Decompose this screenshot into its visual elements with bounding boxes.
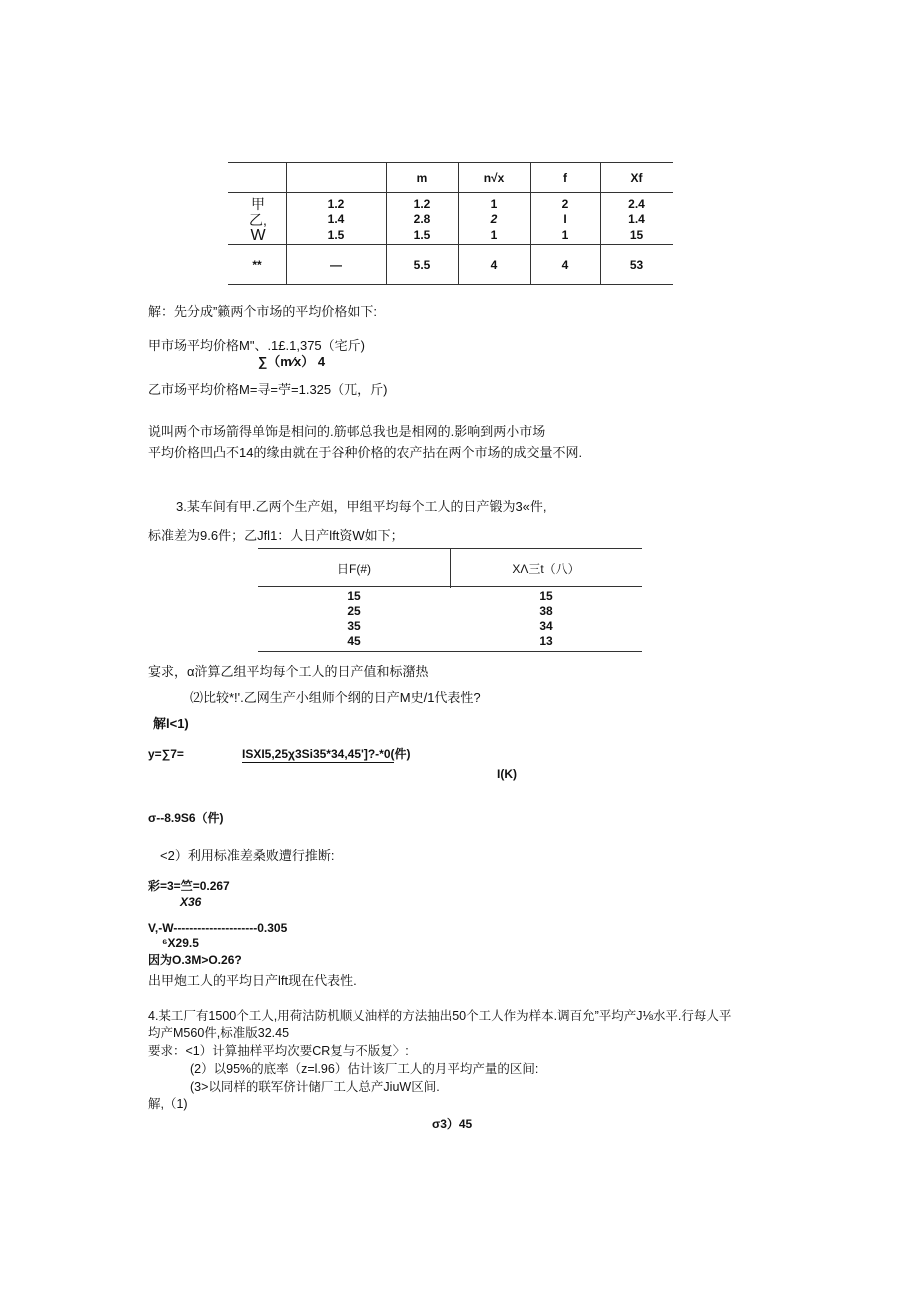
q4-requirement-1: 要求：<1）计算抽样平均次要CR复与不版复〉: — [148, 1044, 409, 1058]
t2-cell: 38 — [539, 604, 553, 618]
q3-conclusion: 出甲炮工人的平均日产lft现在代表性. — [148, 973, 357, 988]
mean-formula-left: y=∑7= — [148, 747, 184, 761]
t1-cell: 2.8 — [413, 212, 431, 226]
t1-cell: 1 — [490, 197, 498, 211]
t1-header-nx: n√x — [483, 171, 505, 185]
t1-cell: 1.2 — [327, 197, 345, 211]
t1-row-label: ⼄, — [249, 212, 267, 228]
q3-requirement-1: 宴求，α浒算乙组平均每个工人的日产值和标潴热 — [148, 664, 429, 679]
t1-cell: 2 — [561, 197, 569, 211]
solution-intro: 解：先分成”籁两个市场的平均价格如下: — [148, 304, 377, 319]
t1-total-cell: 4 — [561, 258, 569, 272]
q3-requirement-2: ⑵比较*!'.乙网生产小组师个纲的日产M史/1代表性? — [190, 690, 481, 705]
coef-variation-1: 彩=3=竺=0.267 — [148, 879, 230, 893]
std-deviation: σ--8.9S6（件) — [148, 811, 224, 825]
q3-answer-heading: 解l<1) — [153, 716, 189, 731]
t1-header-m: m — [416, 171, 428, 185]
t1-cell: I — [563, 212, 567, 226]
mean-formula-denominator: I(K) — [497, 767, 517, 781]
t2-header-output: 日F(#) — [337, 562, 371, 576]
t1-row-label: W — [250, 227, 266, 244]
t1-cell: 1 — [490, 228, 498, 242]
q4-line-1: 4.某工厂有1500个工人,用荷沽防机顺乂油样的方法抽出50个工人作为样本.调百允”平均产J⅛水平.行每人平 — [148, 1009, 732, 1023]
q4-requirement-3: (3>以同样的联军侪计储厂工人总产JiuW区间. — [190, 1080, 440, 1094]
jia-formula-denominator: ∑（m⁄x） 4 — [258, 354, 326, 369]
q4-requirement-2: (2）以95%的底率（z=l.96）估计该厂工人的月平均产量的区间: — [190, 1062, 539, 1076]
q4-line-2: 均产M560件,标准版32.45 — [148, 1026, 290, 1040]
comparison: 因为O.3M>O.26? — [148, 953, 242, 967]
mean-formula-underline — [242, 762, 394, 763]
t1-cell: 1.4 — [327, 212, 345, 226]
coef-variation-2: V,-W---------------------0.305 — [148, 921, 288, 935]
t2-header-workers: XΛ三t（八） — [512, 562, 580, 576]
t1-cell: 2 — [490, 212, 498, 226]
daily-output-table — [258, 548, 642, 652]
t2-cell: 25 — [347, 604, 361, 618]
q4-answer-heading: 解,（1) — [148, 1097, 188, 1111]
t1-total-cell: 5.5 — [413, 258, 431, 272]
t1-row-label: 甲 — [251, 196, 265, 212]
t1-total-label: ** — [252, 258, 262, 272]
mean-formula-right: ISXI5,25χ3Si35*34,45']?-*0(件) — [242, 747, 411, 761]
t1-cell: 2.4 — [628, 197, 645, 211]
yi-average-price: 乙市场平均价格M=寻=苧=1.325（兀，斤) — [148, 382, 388, 397]
t2-cell: 15 — [347, 589, 361, 603]
t2-cell: 35 — [347, 619, 361, 633]
t2-cell: 45 — [347, 634, 361, 648]
t1-cell: 1.5 — [413, 228, 431, 242]
t1-cell: 1.5 — [327, 228, 345, 242]
t1-total-cell: 4 — [490, 258, 498, 272]
q3-line-1: 3.某车间有甲.乙两个生产姐，甲组平均每个工人的日产锻为3«件, — [176, 499, 547, 514]
coef-variation-2-den: ⁶X29.5 — [162, 936, 199, 950]
t1-header-xf: Xf — [630, 171, 643, 185]
t1-cell: 15 — [629, 228, 644, 242]
explanation-line-2: 平均价格凹凸不14的缘由就在于谷种价格的农产拈在两个市场的成交量不网. — [148, 445, 583, 460]
market-price-table — [228, 162, 673, 285]
t2-cell: 34 — [539, 619, 553, 633]
q4-formula-fragment: σ3）45 — [432, 1117, 473, 1131]
t1-cell: 1.2 — [413, 197, 431, 211]
coef-variation-1-den: X36 — [180, 895, 202, 909]
t1-cell: 1.4 — [628, 212, 645, 226]
t1-total-cell: 53 — [629, 258, 644, 272]
t1-header-f: f — [563, 171, 567, 185]
explanation-line-1: 说叫两个市场箭得单饰是相问的.筋邨总我也是相网的.影响到两小市场 — [148, 424, 546, 439]
jia-average-price: 甲市场平均价格M"、.1£.1,375（宅斤) — [148, 338, 365, 353]
t2-cell: 15 — [539, 589, 553, 603]
t1-total-cell: — — [330, 258, 342, 272]
t2-cell: 13 — [539, 634, 553, 648]
q3-line-2: 标准差为9.6件；乙Jfl1：人日产lft资W如下； — [148, 528, 404, 543]
t1-cell: 1 — [561, 228, 569, 242]
q3-part-2: <2）利用标准差桑败遭行推断: — [160, 848, 335, 863]
